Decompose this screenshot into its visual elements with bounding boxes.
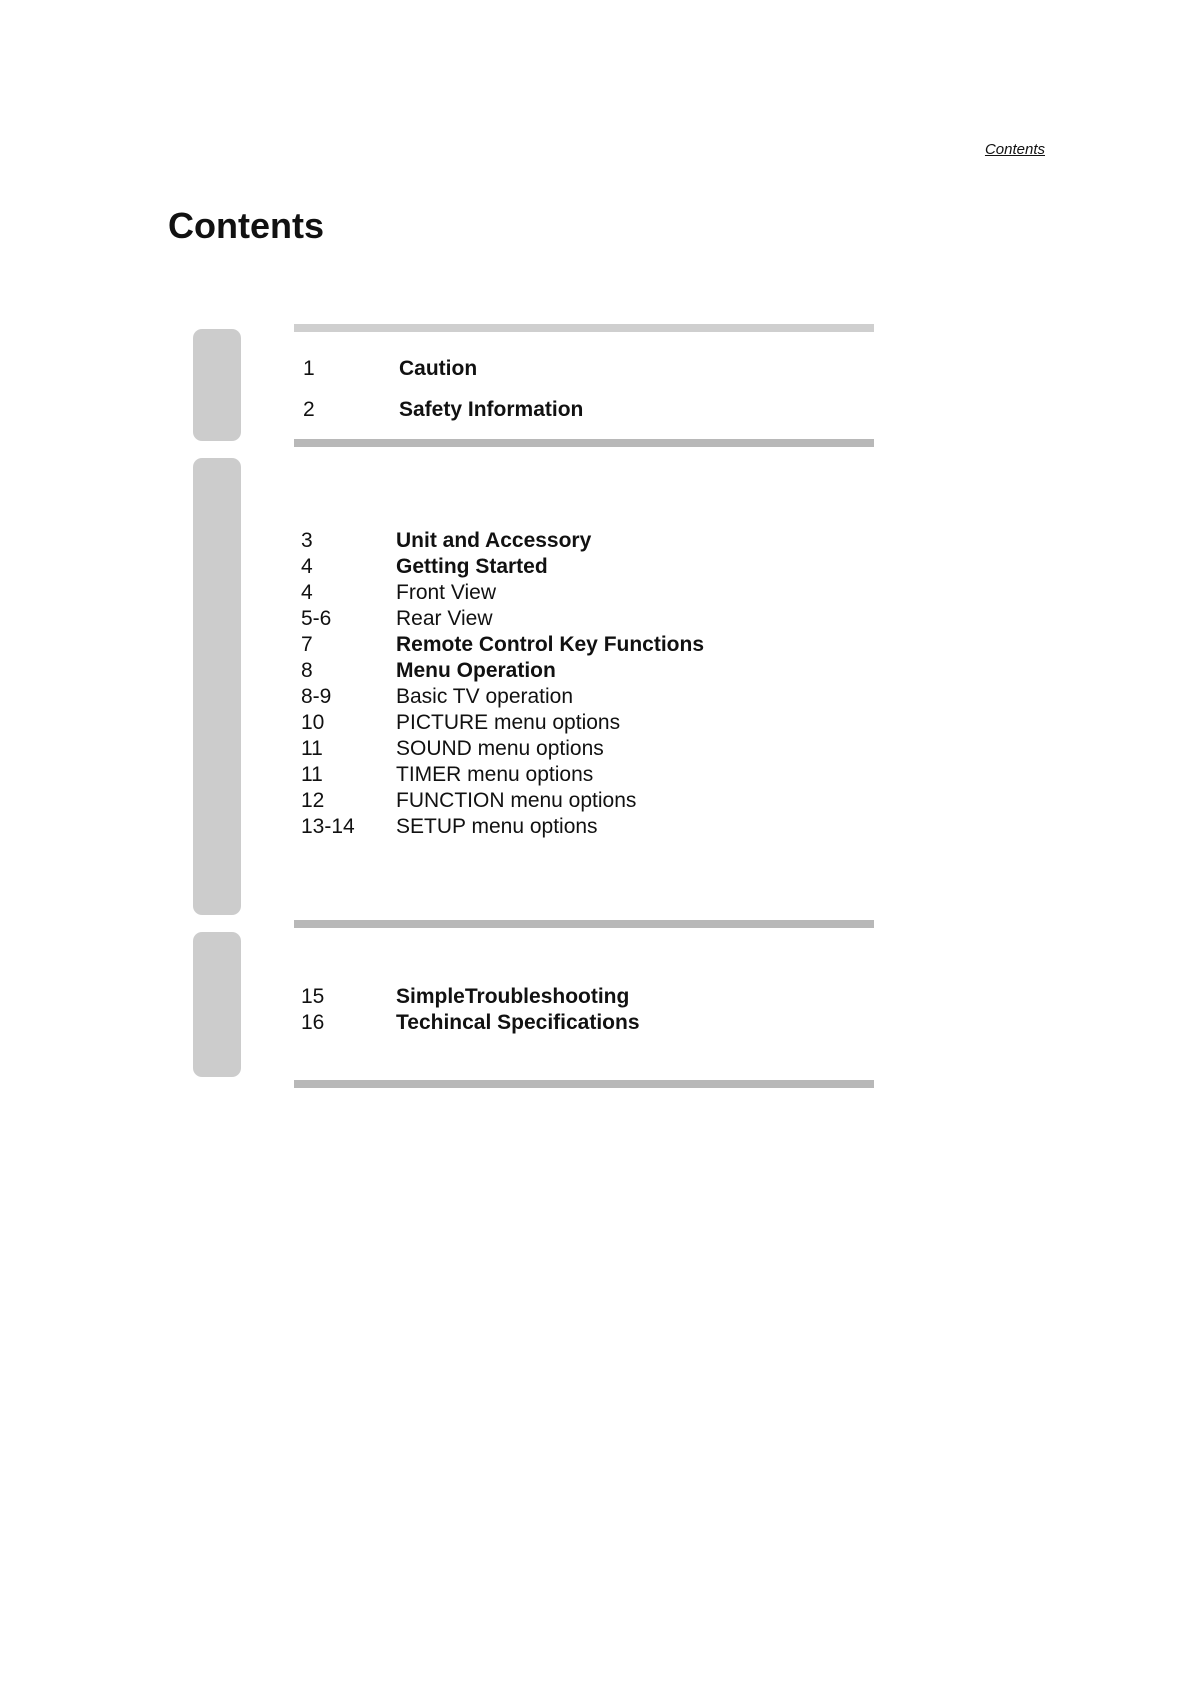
toc-page-number: 16 [301,1011,325,1034]
toc-entry-title: Unit and Accessory [396,529,592,552]
section-1-bottom-rule [294,439,874,447]
toc-entry-title: Front View [396,581,496,604]
toc-page-number: 4 [301,581,313,604]
toc-page-number: 4 [301,555,313,578]
toc-entry-title: Basic TV operation [396,685,574,708]
section-tab-3 [193,932,241,1077]
toc-entry-title: Getting Started [396,555,548,578]
toc-entry-title: TIMER menu options [396,763,594,786]
toc-page-number: 2 [303,398,315,421]
toc-page-number: 11 [301,763,323,786]
toc-entry-title: SOUND menu options [396,737,604,760]
toc-page-number: 3 [301,529,313,552]
toc-entry-title: Caution [399,357,478,380]
toc-page-number: 11 [301,737,323,760]
section-3-bottom-rule [294,1080,874,1088]
toc-entry-title: Safety Information [399,398,584,421]
toc-page-number: 15 [301,985,325,1008]
toc-entry-title: Rear View [396,607,493,630]
section-tab-2 [193,458,241,915]
toc-entry-title: SimpleTroubleshooting [396,985,630,1008]
section-1-top-rule [294,324,874,332]
toc-page-number: 1 [303,357,315,380]
toc-page-number: 12 [301,789,325,812]
page-title: Contents [168,205,324,246]
toc-entry-title: Techincal Specifications [396,1011,640,1034]
toc-entry-title: SETUP menu options [396,815,598,838]
toc-entry-title: PICTURE menu options [396,711,621,734]
running-header: Contents [984,141,1045,158]
toc-page-number: 10 [301,711,325,734]
toc-entry-title: FUNCTION menu options [396,789,637,812]
toc-page-number: 7 [301,633,313,656]
toc-page-number: 8 [301,659,313,682]
toc-page-number: 5-6 [301,607,332,630]
section-3-top-rule [294,920,874,928]
toc-page-number: 13-14 [301,815,355,838]
toc-entry-title: Remote Control Key Functions [396,633,705,656]
section-tab-1 [193,329,241,441]
toc-entry-title: Menu Operation [396,659,556,682]
toc-page-number: 8-9 [301,685,332,708]
